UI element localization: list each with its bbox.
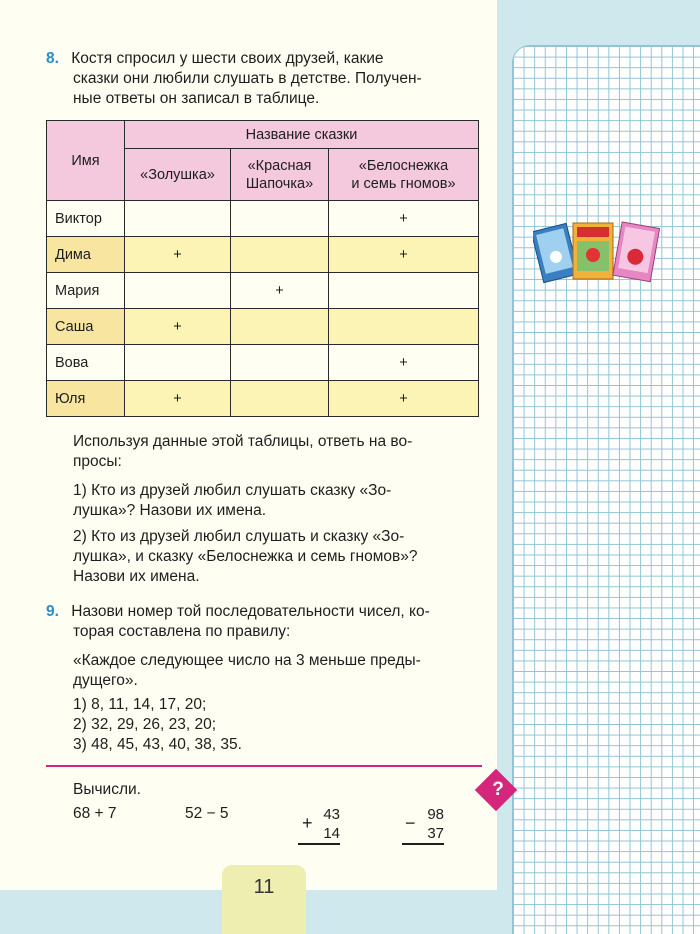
task9-rule-line1: «Каждое следующее число на 3 меньше преды-: [73, 652, 421, 669]
row-name: Вова: [47, 345, 125, 381]
fairy-tales-table: [46, 120, 479, 417]
table-row: [47, 273, 479, 309]
task9-line2: торая составлена по правилу:: [73, 623, 291, 640]
name-header: Имя: [47, 121, 125, 201]
question2-line1: 2) Кто из друзей любил слушать и сказку «Зо-: [73, 528, 405, 545]
column-subtraction: 98 37: [427, 806, 444, 842]
table-row: [47, 201, 479, 237]
task8-line1: 8. Костя спросил у шести своих друзей, какие: [46, 50, 384, 67]
minus-sign: −: [405, 813, 416, 833]
task9-rule-line2: дущего».: [73, 672, 138, 689]
questions-intro-line1: Используя данные этой таблицы, ответь на во-: [73, 433, 413, 450]
sequence-3: 3) 48, 45, 43, 40, 38, 35.: [73, 736, 242, 753]
task8-line3: ные ответы он записал в таблице.: [73, 90, 320, 107]
question-mark-icon: ?: [492, 779, 504, 800]
task8-line2: сказки они любили слушать в детстве. Получен-: [73, 70, 422, 87]
task9-line1: 9. Назови номер той последовательности чисел, ко-: [46, 603, 430, 620]
table-row: [47, 237, 479, 273]
subtraction-underline: [402, 843, 444, 845]
task9-number: 9.: [46, 603, 59, 620]
mark-cell: [231, 345, 329, 381]
question1-line1: 1) Кто из друзей любил слушать сказку «Зо-: [73, 482, 392, 499]
question2-line2: лушка», и сказку «Белоснежка и семь гномов»?: [73, 548, 418, 565]
mark-cell: [125, 201, 231, 237]
plus-sign: +: [302, 813, 313, 833]
row-name: Виктор: [47, 201, 125, 237]
mark-cell: [231, 201, 329, 237]
mark-cell: +: [125, 309, 231, 345]
table-row: [47, 345, 479, 381]
section-divider: [46, 765, 482, 767]
row-name: Саша: [47, 309, 125, 345]
questions-intro-line2: просы:: [73, 453, 122, 470]
mark-cell: [231, 381, 329, 417]
question2-line3: Назови их имена.: [73, 568, 200, 585]
fairy-tale-books-illustration: [533, 217, 661, 285]
mark-cell: +: [329, 237, 479, 273]
question1-line2: лушка»? Назови их имена.: [73, 502, 267, 519]
mark-cell: +: [125, 381, 231, 417]
row-name: Юля: [47, 381, 125, 417]
sequence-1: 1) 8, 11, 14, 17, 20;: [73, 696, 207, 713]
col-header-red-hood: «Красная Шапочка»: [231, 149, 329, 201]
mark-cell: +: [329, 345, 479, 381]
mark-cell: [125, 345, 231, 381]
expression-2: 52 − 5: [185, 805, 229, 822]
mark-cell: +: [231, 273, 329, 309]
mark-cell: +: [125, 237, 231, 273]
row-name: Дима: [47, 237, 125, 273]
expression-1: 68 + 7: [73, 805, 117, 822]
mark-cell: +: [329, 201, 479, 237]
mark-cell: [125, 273, 231, 309]
col-header-zolushka: «Золушка»: [125, 149, 231, 201]
grid-notebook-margin: [512, 45, 700, 934]
mark-cell: [231, 237, 329, 273]
col-header-snow-white: «Белоснежка и семь гномов»: [329, 149, 479, 201]
tale-group-header: Название сказки: [125, 121, 479, 149]
addition-underline: [298, 843, 340, 845]
table-row: [47, 381, 479, 417]
compute-title: Вычисли.: [73, 781, 141, 798]
table-row: [47, 309, 479, 345]
mark-cell: [329, 309, 479, 345]
page-number: 11: [222, 865, 306, 934]
task8-number: 8.: [46, 50, 59, 67]
mark-cell: +: [329, 381, 479, 417]
row-name: Мария: [47, 273, 125, 309]
column-addition: 43 14: [323, 806, 340, 842]
mark-cell: [329, 273, 479, 309]
mark-cell: [231, 309, 329, 345]
sequence-2: 2) 32, 29, 26, 23, 20;: [73, 716, 217, 733]
